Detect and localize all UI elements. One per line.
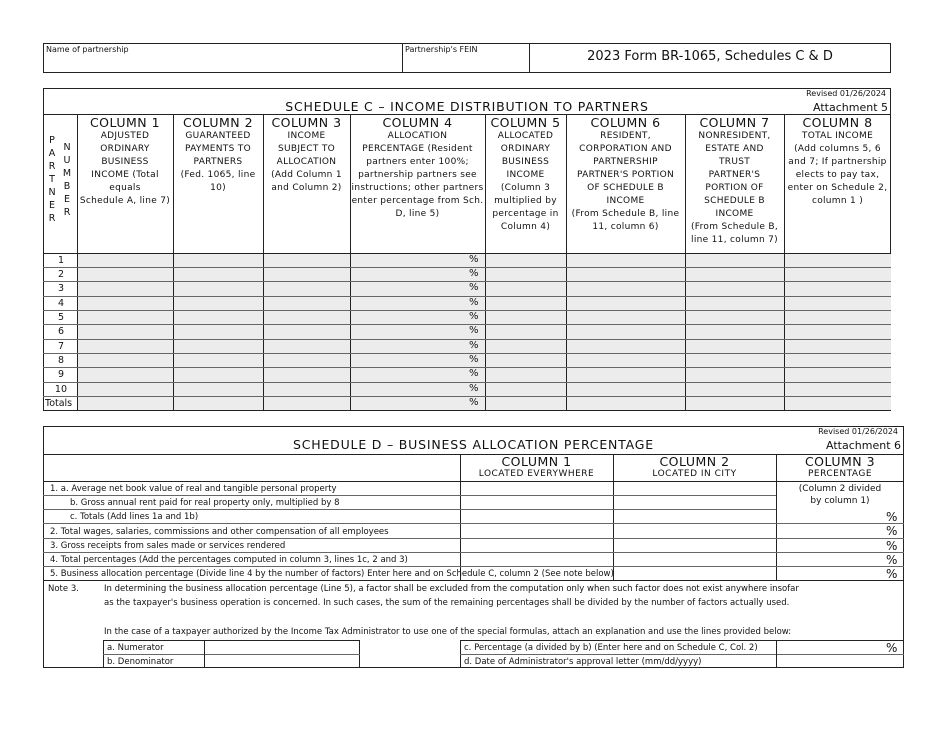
partnership-name-label: Name of partnership <box>46 45 129 54</box>
sch-d-line-rule <box>43 552 904 553</box>
sch-c-col8-title: COLUMN 8 <box>802 115 873 130</box>
sch-c-row-rule <box>43 339 891 340</box>
sch-d-line-1b: b. Gross annual rent paid for real property only, multiplied by 8 <box>70 498 340 508</box>
sch-d-col1-sub: LOCATED EVERYWHERE <box>478 469 595 479</box>
sch-d-line-rule <box>43 566 904 567</box>
sch-c-row-rule <box>43 296 891 297</box>
sch-c-row-number: 2 <box>57 269 64 280</box>
sch-c-pct-sign: % <box>469 383 479 394</box>
sch-c-col2-title: COLUMN 2 <box>182 115 254 130</box>
sch-c-pct-sign: % <box>469 254 479 265</box>
sch-c-col4-desc: ALLOCATION PERCENTAGE (Resident partners enter 100%; partnership partners see instructions; other partners enter percentage from Sch. D, line 5) <box>351 131 484 219</box>
sch-c-pct-sign: % <box>469 354 479 365</box>
percentage-line-label: c. Percentage (a divided by b) (Enter here and on Schedule C, Col. 2) <box>464 643 758 653</box>
sch-c-col5-title: COLUMN 5 <box>490 115 561 130</box>
sch-c-col3-title: COLUMN 3 <box>271 115 342 130</box>
sch-c-row-rule <box>43 267 891 268</box>
sch-d-line-rule <box>43 580 904 581</box>
sch-c-pct-sign: % <box>469 325 479 336</box>
sch-d-col3-note-1: (Column 2 divided <box>798 484 882 494</box>
sch-d-pct-sign: % <box>886 553 898 567</box>
schedule-c-title: SCHEDULE C – INCOME DISTRIBUTION TO PARTNERS <box>285 99 649 114</box>
partner-vertical-label: P A R T N E R <box>48 135 56 224</box>
sch-c-pct-sign: % <box>469 268 479 279</box>
denominator-input[interactable] <box>206 655 358 667</box>
sch-c-row-number: 1 <box>57 255 64 266</box>
sch-c-row-number: 3 <box>57 283 64 294</box>
sch-c-shaded-area <box>77 253 891 410</box>
sch-c-col8-desc: TOTAL INCOME (Add columns 5, 6 and 7; If partnership elects to pay tax, enter on Schedule 2, column 1 ) <box>787 131 888 206</box>
sch-d-col3-note-2: by column 1) <box>810 496 870 506</box>
sch-c-row-rule <box>43 382 891 383</box>
sch-d-line-rule <box>43 523 904 524</box>
sch-d-col2-title: COLUMN 2 <box>659 454 730 469</box>
schedule-d-attachment: Attachment 6 <box>826 439 901 452</box>
sch-c-col1-title: COLUMN 1 <box>89 115 161 130</box>
sch-d-line-rule <box>43 538 904 539</box>
sch-d-line-1c: c. Totals (Add lines 1a and 1b) <box>70 512 199 522</box>
sch-c-row-rule <box>43 281 891 282</box>
sch-d-pct-sign: % <box>886 524 898 538</box>
sch-c-pct-sign: % <box>469 282 479 293</box>
sch-d-line-rule <box>43 495 776 496</box>
sch-c-col4-title: COLUMN 4 <box>382 115 453 130</box>
sch-c-pct-sign: % <box>469 397 479 408</box>
number-vertical-label: N U M B E R <box>62 142 72 218</box>
note-3-text-1: In determining the business allocation percentage (Line 5), a factor shall be excluded from the computation only when such factor does not exist anywhere insofar <box>104 584 799 594</box>
sch-c-pct-sign: % <box>469 340 479 351</box>
partnership-fein-input[interactable] <box>405 56 525 70</box>
sch-d-col2-sub: LOCATED IN CITY <box>652 469 737 479</box>
sch-c-col2-desc: GUARANTEED PAYMENTS TO PARTNERS (Fed. 1065, line 10) <box>180 131 256 193</box>
numerator-label: a. Numerator <box>107 643 164 653</box>
special-percentage-input[interactable] <box>778 641 882 653</box>
note-3-text-3: In the case of a taxpayer authorized by the Income Tax Administrator to use one of the special formulas, attach an explanation and use the lines provided below: <box>104 627 792 637</box>
header-divider-1 <box>402 43 403 73</box>
note-3-text-2: as the taxpayer's business operation is concerned. In such cases, the sum of the remaining percentages shall be divided by the number of factors actually used. <box>104 598 790 608</box>
sch-c-row-number: 5 <box>57 312 64 323</box>
sch-c-row-number: 9 <box>57 369 64 380</box>
sch-c-row-number: 4 <box>57 298 64 309</box>
sch-c-row-number: 10 <box>54 384 67 395</box>
sch-d-line-5: 5. Business allocation percentage (Divide line 4 by the number of factors) Enter here and on Schedule C, column 2 (See note below) <box>50 569 614 579</box>
sch-c-row-rule <box>43 396 891 397</box>
schedule-c-attachment: Attachment 5 <box>813 101 888 114</box>
sch-d-col3-title: COLUMN 3 <box>804 454 876 469</box>
sch-c-col7-title: COLUMN 7 <box>699 115 770 130</box>
denominator-label: b. Denominator <box>107 657 174 667</box>
sch-c-pct-sign: % <box>469 311 479 322</box>
sch-d-pct-sign: % <box>886 510 898 524</box>
sch-c-row-number: 8 <box>57 355 64 366</box>
date-line-label: d. Date of Administrator's approval letter (mm/dd/yyyy) <box>464 657 702 667</box>
sch-c-pct-sign: % <box>469 297 479 308</box>
sch-c-col3-desc: INCOME SUBJECT TO ALLOCATION (Add Column 1 and Column 2) <box>271 131 342 193</box>
sch-c-totals-label: Totals <box>45 398 73 409</box>
numerator-input[interactable] <box>206 641 358 653</box>
schedule-d-revised: Revised 01/26/2024 <box>818 427 898 436</box>
sch-d-pct-sign: % <box>886 539 898 553</box>
schedule-d-title: SCHEDULE D – BUSINESS ALLOCATION PERCENTAGE <box>293 437 654 452</box>
sch-c-row-rule <box>43 353 891 354</box>
sch-c-col6-desc: RESIDENT, CORPORATION AND PARTNERSHIP PARTNER'S PORTION OF SCHEDULE B INCOME (From Schedule B, line 11, column 6) <box>571 131 680 232</box>
schedule-c-revised: Revised 01/26/2024 <box>806 89 886 98</box>
sch-d-pct-sign: % <box>886 567 898 581</box>
sch-c-col1-desc: ADJUSTED ORDINARY BUSINESS INCOME (Total equals Schedule A, line 7) <box>79 131 171 206</box>
num-den-divider <box>204 640 205 668</box>
sch-c-header-rule <box>43 253 891 254</box>
sch-d-header-rule <box>43 481 904 482</box>
form-title: 2023 Form BR-1065, Schedules C & D <box>587 49 833 64</box>
partnership-fein-label: Partnership's FEIN <box>405 45 478 54</box>
note-3-label: Note 3. <box>48 584 79 594</box>
sch-d-line-2: 2. Total wages, salaries, commissions and other compensation of all employees <box>50 527 389 537</box>
sch-d-line-rule <box>43 509 776 510</box>
sch-c-row-rule <box>43 324 891 325</box>
special-formula-divider <box>776 640 777 668</box>
sch-c-col6-title: COLUMN 6 <box>590 115 661 130</box>
sch-c-row-number: 6 <box>57 326 64 337</box>
sch-c-row-number: 7 <box>57 341 64 352</box>
sch-d-col1-title: COLUMN 1 <box>501 454 572 469</box>
sch-c-col5-desc: ALLOCATED ORDINARY BUSINESS INCOME (Column 3 multiplied by percentage in Column 4) <box>492 131 559 232</box>
sch-d-col3-sub: PERCENTAGE <box>807 469 873 479</box>
sch-c-row-rule <box>43 310 891 311</box>
sch-c-row-rule <box>43 367 891 368</box>
sch-c-col7-desc: NONRESIDENT, ESTATE AND TRUST PARTNER'S PORTION OF SCHEDULE B INCOME (From Schedule B, line 11, column 7) <box>690 131 779 245</box>
approval-date-input[interactable] <box>778 655 902 667</box>
sch-c-pct-sign: % <box>469 368 479 379</box>
sch-d-line-3: 3. Gross receipts from sales made or services rendered <box>50 541 286 551</box>
special-pct-sign: % <box>886 641 898 655</box>
sch-d-line-1a: 1. a. Average net book value of real and tangible personal property <box>50 484 337 494</box>
partnership-name-input[interactable] <box>46 56 396 70</box>
sch-d-line-4: 4. Total percentages (Add the percentages computed in column 3, lines 1c, 2 and 3) <box>50 555 408 565</box>
